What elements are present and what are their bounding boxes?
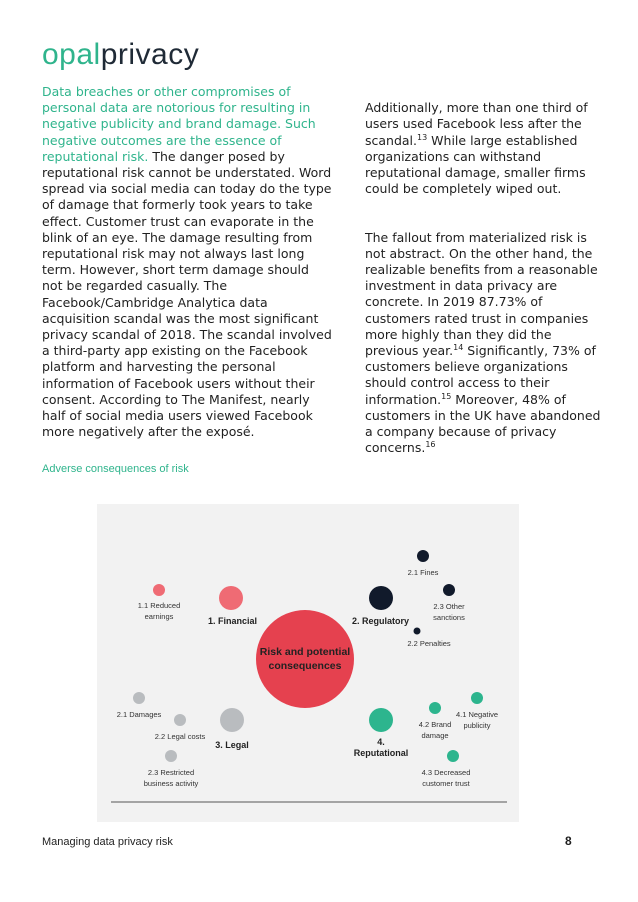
other-sanctions-circle <box>443 584 455 596</box>
brand-damage-circle <box>429 702 441 714</box>
reputational-circle <box>369 708 393 732</box>
brand-damage-label-1: 4.2 Brand <box>418 720 452 729</box>
legal-circle <box>220 708 244 732</box>
decreased-trust-circle <box>447 750 459 762</box>
right-column <box>365 84 605 489</box>
center-label-line2: consequences <box>268 660 342 672</box>
damages-circle <box>133 692 145 704</box>
damages-label: 2.1 Damages <box>116 710 162 719</box>
paragraph-1 <box>365 100 605 197</box>
brand-logo-part2: privacy <box>100 38 200 71</box>
other-sanctions-label-1: 2.3 Other <box>433 602 465 611</box>
brand-logo-part1: opal <box>42 38 101 71</box>
center-label-line1: Risk and potential <box>259 646 351 658</box>
paragraph-2-text-a: The fallout from materialized risk is not abstract. On the other hand, the realizable benefits from a reasonable investment in data privacy are concrete. In 2019 87.73% of customers rated trust in companies more highly than they did the previous year. <box>365 229 598 359</box>
legal-costs-circle <box>174 714 186 726</box>
decreased-trust-label-1: 4.3 Decreased <box>421 768 471 777</box>
paragraph-2-text-b: Significantly, 73% of customers believe organizations should control access to their information. <box>365 343 596 407</box>
brand-logo <box>42 40 199 70</box>
other-sanctions-label-2: sanctions <box>433 613 465 622</box>
decreased-trust-label-2: customer trust <box>422 779 470 788</box>
fines-label: 2.1 Fines <box>407 568 439 577</box>
footnote-ref-14: 14 <box>453 342 464 352</box>
financial-title: 1. Financial <box>208 616 258 626</box>
reduced-earnings-circle <box>153 584 165 596</box>
reputational-title-1: 4. <box>377 737 385 747</box>
page-number: 8 <box>565 834 572 848</box>
risk-diagram <box>97 504 519 822</box>
body-text: The danger posed by reputational risk cannot be understated. Word spread via social media can today do the type of damage that formerly took years to take effect. Customer trust can evaporate in the blink of an eye. The damage resulting from reputational risk may not always last long term. However, short term damage should not be regarded casually. The Facebook/Cambridge Analytica data acquisition scandal was the most significant privacy scandal of 2018. The scandal involved a third-party app existing on the Facebook platform and harvesting the personal information of Facebook users without their consent. According to The Manifest, nearly half of social media users viewed Facebook more negatively after the exposé. <box>42 148 332 440</box>
legal-costs-label: 2.2 Legal costs <box>154 732 206 741</box>
restricted-activity-label-2: business activity <box>143 779 199 788</box>
reduced-earnings-label-2: earnings <box>144 612 174 621</box>
negative-publicity-label-1: 4.1 Negative <box>455 710 499 719</box>
reputational-title-2: Reputational <box>353 748 409 758</box>
footnote-ref-16: 16 <box>425 440 436 450</box>
left-column <box>42 84 332 440</box>
footer-title: Managing data privacy risk <box>42 836 173 848</box>
center-circle <box>256 610 354 708</box>
regulatory-circle <box>369 586 393 610</box>
figure-caption: Adverse consequences of risk <box>42 463 189 475</box>
brand-damage-label-2: damage <box>421 731 449 740</box>
restricted-activity-circle <box>165 750 177 762</box>
paragraph-2 <box>365 230 605 457</box>
reduced-earnings-label-1: 1.1 Reduced <box>137 601 181 610</box>
fines-circle <box>417 550 429 562</box>
regulatory-title: 2. Regulatory <box>352 616 410 626</box>
paragraph-2-text-c: Moreover, 48% of customers in the UK have abandoned a company because of privacy concerns. <box>365 391 601 456</box>
financial-circle <box>219 586 243 610</box>
restricted-activity-label-1: 2.3 Restricted <box>147 768 195 777</box>
penalties-circle <box>414 628 421 635</box>
paragraph-1-text-b: While large established organizations can withstand reputational damage, smaller firms could be completely wiped out. <box>365 132 586 197</box>
highlight-text: Data breaches or other compromises of personal data are notorious for resulting in negative publicity and brand damage. Such negative outcomes are the essence of reputational risk. <box>42 84 316 164</box>
paragraph-1-text-a: Additionally, more than one third of users used Facebook less after the scandal. <box>365 100 588 148</box>
penalties-label: 2.2 Penalties <box>407 639 451 648</box>
negative-publicity-circle <box>471 692 483 704</box>
negative-publicity-label-2: publicity <box>463 721 491 730</box>
footnote-ref-15: 15 <box>441 391 452 401</box>
footnote-ref-13: 13 <box>417 132 428 142</box>
legal-title: 3. Legal <box>215 740 249 750</box>
